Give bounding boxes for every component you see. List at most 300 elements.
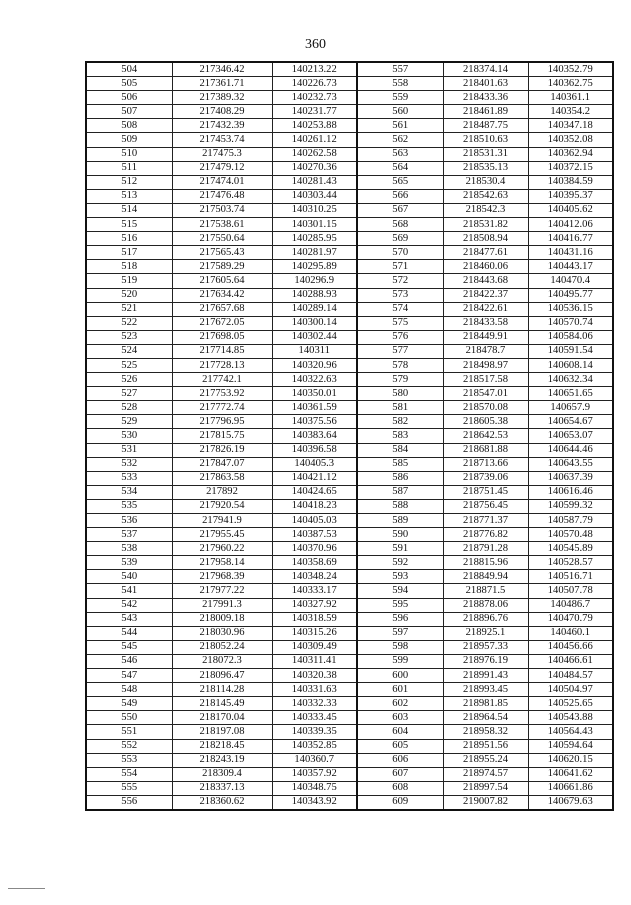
y-coordinate-cell: 140466.61 [528, 654, 613, 668]
table-row [86, 302, 613, 316]
point-number-cell: 560 [357, 105, 443, 119]
x-coordinate-cell: 217657.68 [172, 302, 272, 316]
table-row [86, 499, 613, 513]
point-number-cell: 545 [86, 640, 172, 654]
x-coordinate-cell: 218849.94 [443, 570, 528, 584]
x-coordinate-cell: 218360.62 [172, 795, 272, 810]
point-number-cell: 604 [357, 725, 443, 739]
table-row [86, 189, 613, 203]
x-coordinate-cell: 218542.63 [443, 189, 528, 203]
x-coordinate-cell: 217453.74 [172, 133, 272, 147]
point-number-cell: 543 [86, 612, 172, 626]
point-number-cell: 597 [357, 626, 443, 640]
x-coordinate-cell: 217742.1 [172, 373, 272, 387]
y-coordinate-cell: 140315.26 [272, 626, 357, 640]
point-number-cell: 584 [357, 443, 443, 457]
point-number-cell: 566 [357, 189, 443, 203]
y-coordinate-cell: 140302.44 [272, 330, 357, 344]
point-number-cell: 504 [86, 62, 172, 77]
y-coordinate-cell: 140361.1 [528, 91, 613, 105]
y-coordinate-cell: 140525.65 [528, 697, 613, 711]
point-number-cell: 541 [86, 584, 172, 598]
point-number-cell: 583 [357, 429, 443, 443]
point-number-cell: 525 [86, 358, 172, 372]
x-coordinate-cell: 217361.71 [172, 77, 272, 91]
x-coordinate-cell: 218478.7 [443, 344, 528, 358]
y-coordinate-cell: 140456.66 [528, 640, 613, 654]
x-coordinate-cell: 218957.33 [443, 640, 528, 654]
table-row [86, 485, 613, 499]
point-number-cell: 599 [357, 654, 443, 668]
x-coordinate-cell: 218309.4 [172, 767, 272, 781]
y-coordinate-cell: 140226.73 [272, 77, 357, 91]
x-coordinate-cell: 218535.13 [443, 161, 528, 175]
y-coordinate-cell: 140637.39 [528, 471, 613, 485]
point-number-cell: 586 [357, 471, 443, 485]
point-number-cell: 591 [357, 542, 443, 556]
table-row [86, 260, 613, 274]
y-coordinate-cell: 140333.17 [272, 584, 357, 598]
table-row [86, 795, 613, 810]
x-coordinate-cell: 217960.22 [172, 542, 272, 556]
y-coordinate-cell: 140657.9 [528, 401, 613, 415]
point-number-cell: 519 [86, 274, 172, 288]
point-number-cell: 518 [86, 260, 172, 274]
table-row [86, 105, 613, 119]
point-number-cell: 595 [357, 598, 443, 612]
x-coordinate-cell: 217672.05 [172, 316, 272, 330]
x-coordinate-cell: 218531.82 [443, 218, 528, 232]
point-number-cell: 600 [357, 669, 443, 683]
x-coordinate-cell: 217728.13 [172, 358, 272, 372]
table-row [86, 358, 613, 372]
y-coordinate-cell: 140545.89 [528, 542, 613, 556]
table-row [86, 471, 613, 485]
table-row [86, 711, 613, 725]
point-number-cell: 530 [86, 429, 172, 443]
table-row [86, 443, 613, 457]
y-coordinate-cell: 140262.58 [272, 147, 357, 161]
x-coordinate-cell: 217550.64 [172, 232, 272, 246]
x-coordinate-cell: 218771.37 [443, 514, 528, 528]
table-row [86, 203, 613, 217]
x-coordinate-cell: 218991.43 [443, 669, 528, 683]
x-coordinate-cell: 218896.76 [443, 612, 528, 626]
y-coordinate-cell: 140332.33 [272, 697, 357, 711]
x-coordinate-cell: 219007.82 [443, 795, 528, 810]
point-number-cell: 532 [86, 457, 172, 471]
point-number-cell: 513 [86, 189, 172, 203]
table-row [86, 77, 613, 91]
x-coordinate-cell: 218993.45 [443, 683, 528, 697]
table-row [86, 401, 613, 415]
x-coordinate-cell: 218642.53 [443, 429, 528, 443]
x-coordinate-cell: 217475.3 [172, 147, 272, 161]
point-number-cell: 585 [357, 457, 443, 471]
y-coordinate-cell: 140318.59 [272, 612, 357, 626]
x-coordinate-cell: 218951.56 [443, 739, 528, 753]
y-coordinate-cell: 140643.55 [528, 457, 613, 471]
y-coordinate-cell: 140288.93 [272, 288, 357, 302]
x-coordinate-cell: 218145.49 [172, 697, 272, 711]
x-coordinate-cell: 218096.47 [172, 669, 272, 683]
table-row [86, 584, 613, 598]
table-row [86, 91, 613, 105]
table-row [86, 232, 613, 246]
table-row [86, 781, 613, 795]
point-number-cell: 534 [86, 485, 172, 499]
x-coordinate-cell: 217698.05 [172, 330, 272, 344]
y-coordinate-cell: 140289.14 [272, 302, 357, 316]
point-number-cell: 594 [357, 584, 443, 598]
x-coordinate-cell: 217772.74 [172, 401, 272, 415]
x-coordinate-cell: 217955.45 [172, 528, 272, 542]
table-row [86, 767, 613, 781]
y-coordinate-cell: 140309.49 [272, 640, 357, 654]
point-number-cell: 564 [357, 161, 443, 175]
table-row [86, 161, 613, 175]
x-coordinate-cell: 217968.39 [172, 570, 272, 584]
x-coordinate-cell: 217503.74 [172, 203, 272, 217]
point-number-cell: 588 [357, 499, 443, 513]
y-coordinate-cell: 140516.71 [528, 570, 613, 584]
y-coordinate-cell: 140395.37 [528, 189, 613, 203]
y-coordinate-cell: 140431.16 [528, 246, 613, 260]
x-coordinate-cell: 218713.66 [443, 457, 528, 471]
x-coordinate-cell: 217714.85 [172, 344, 272, 358]
y-coordinate-cell: 140644.46 [528, 443, 613, 457]
x-coordinate-cell: 217538.61 [172, 218, 272, 232]
y-coordinate-cell: 140528.57 [528, 556, 613, 570]
x-coordinate-cell: 217474.01 [172, 175, 272, 189]
point-number-cell: 509 [86, 133, 172, 147]
y-coordinate-cell: 140405.62 [528, 203, 613, 217]
x-coordinate-cell: 217991.3 [172, 598, 272, 612]
x-coordinate-cell: 217605.64 [172, 274, 272, 288]
y-coordinate-cell: 140470.4 [528, 274, 613, 288]
point-number-cell: 512 [86, 175, 172, 189]
point-number-cell: 540 [86, 570, 172, 584]
point-number-cell: 607 [357, 767, 443, 781]
table-row [86, 415, 613, 429]
y-coordinate-cell: 140543.88 [528, 711, 613, 725]
point-number-cell: 558 [357, 77, 443, 91]
y-coordinate-cell: 140460.1 [528, 626, 613, 640]
x-coordinate-cell: 218530.4 [443, 175, 528, 189]
point-number-cell: 524 [86, 344, 172, 358]
table-row [86, 288, 613, 302]
point-number-cell: 546 [86, 654, 172, 668]
point-number-cell: 568 [357, 218, 443, 232]
table-row [86, 697, 613, 711]
point-number-cell: 515 [86, 218, 172, 232]
x-coordinate-cell: 218751.45 [443, 485, 528, 499]
coordinates-table [85, 61, 614, 811]
y-coordinate-cell: 140285.95 [272, 232, 357, 246]
y-coordinate-cell: 140418.23 [272, 499, 357, 513]
x-coordinate-cell: 217346.42 [172, 62, 272, 77]
x-coordinate-cell: 218487.75 [443, 119, 528, 133]
y-coordinate-cell: 140348.24 [272, 570, 357, 584]
x-coordinate-cell: 218739.06 [443, 471, 528, 485]
y-coordinate-cell: 140591.54 [528, 344, 613, 358]
y-coordinate-cell: 140261.12 [272, 133, 357, 147]
x-coordinate-cell: 217589.29 [172, 260, 272, 274]
x-coordinate-cell: 218605.38 [443, 415, 528, 429]
x-coordinate-cell: 218871.5 [443, 584, 528, 598]
y-coordinate-cell: 140300.14 [272, 316, 357, 330]
y-coordinate-cell: 140484.57 [528, 669, 613, 683]
y-coordinate-cell: 140281.97 [272, 246, 357, 260]
x-coordinate-cell: 218374.14 [443, 62, 528, 77]
y-coordinate-cell: 140296.9 [272, 274, 357, 288]
x-coordinate-cell: 218422.61 [443, 302, 528, 316]
point-number-cell: 535 [86, 499, 172, 513]
y-coordinate-cell: 140361.59 [272, 401, 357, 415]
y-coordinate-cell: 140424.65 [272, 485, 357, 499]
table-row [86, 598, 613, 612]
y-coordinate-cell: 140354.2 [528, 105, 613, 119]
table-row [86, 316, 613, 330]
point-number-cell: 536 [86, 514, 172, 528]
y-coordinate-cell: 140679.63 [528, 795, 613, 810]
y-coordinate-cell: 140570.74 [528, 316, 613, 330]
table-row [86, 528, 613, 542]
table-row [86, 133, 613, 147]
point-number-cell: 510 [86, 147, 172, 161]
y-coordinate-cell: 140370.96 [272, 542, 357, 556]
table-row [86, 119, 613, 133]
y-coordinate-cell: 140347.18 [528, 119, 613, 133]
y-coordinate-cell: 140357.92 [272, 767, 357, 781]
y-coordinate-cell: 140232.73 [272, 91, 357, 105]
y-coordinate-cell: 140387.53 [272, 528, 357, 542]
y-coordinate-cell: 140270.36 [272, 161, 357, 175]
x-coordinate-cell: 218337.13 [172, 781, 272, 795]
y-coordinate-cell: 140599.32 [528, 499, 613, 513]
x-coordinate-cell: 218114.28 [172, 683, 272, 697]
point-number-cell: 508 [86, 119, 172, 133]
table-row [86, 218, 613, 232]
x-coordinate-cell: 218791.28 [443, 542, 528, 556]
y-coordinate-cell: 140504.97 [528, 683, 613, 697]
y-coordinate-cell: 140486.7 [528, 598, 613, 612]
x-coordinate-cell: 218443.68 [443, 274, 528, 288]
x-coordinate-cell: 218958.32 [443, 725, 528, 739]
x-coordinate-cell: 218052.24 [172, 640, 272, 654]
y-coordinate-cell: 140231.77 [272, 105, 357, 119]
table-row [86, 246, 613, 260]
x-coordinate-cell: 218955.24 [443, 753, 528, 767]
point-number-cell: 605 [357, 739, 443, 753]
y-coordinate-cell: 140584.06 [528, 330, 613, 344]
point-number-cell: 549 [86, 697, 172, 711]
y-coordinate-cell: 140443.17 [528, 260, 613, 274]
point-number-cell: 516 [86, 232, 172, 246]
y-coordinate-cell: 140311 [272, 344, 357, 358]
table-row [86, 683, 613, 697]
x-coordinate-cell: 217847.07 [172, 457, 272, 471]
y-coordinate-cell: 140333.45 [272, 711, 357, 725]
point-number-cell: 517 [86, 246, 172, 260]
point-number-cell: 554 [86, 767, 172, 781]
x-coordinate-cell: 218776.82 [443, 528, 528, 542]
x-coordinate-cell: 218925.1 [443, 626, 528, 640]
x-coordinate-cell: 218170.04 [172, 711, 272, 725]
table-row [86, 753, 613, 767]
x-coordinate-cell: 217408.29 [172, 105, 272, 119]
point-number-cell: 514 [86, 203, 172, 217]
y-coordinate-cell: 140383.64 [272, 429, 357, 443]
point-number-cell: 576 [357, 330, 443, 344]
y-coordinate-cell: 140327.92 [272, 598, 357, 612]
x-coordinate-cell: 218547.01 [443, 387, 528, 401]
point-number-cell: 544 [86, 626, 172, 640]
x-coordinate-cell: 218243.19 [172, 753, 272, 767]
x-coordinate-cell: 218030.96 [172, 626, 272, 640]
table-row [86, 739, 613, 753]
x-coordinate-cell: 218197.08 [172, 725, 272, 739]
x-coordinate-cell: 218072.3 [172, 654, 272, 668]
x-coordinate-cell: 218878.06 [443, 598, 528, 612]
point-number-cell: 529 [86, 415, 172, 429]
point-number-cell: 559 [357, 91, 443, 105]
x-coordinate-cell: 218974.57 [443, 767, 528, 781]
point-number-cell: 548 [86, 683, 172, 697]
point-number-cell: 533 [86, 471, 172, 485]
table-row [86, 654, 613, 668]
y-coordinate-cell: 140661.86 [528, 781, 613, 795]
y-coordinate-cell: 140352.85 [272, 739, 357, 753]
point-number-cell: 526 [86, 373, 172, 387]
point-number-cell: 507 [86, 105, 172, 119]
y-coordinate-cell: 140303.44 [272, 189, 357, 203]
x-coordinate-cell: 218681.88 [443, 443, 528, 457]
point-number-cell: 580 [357, 387, 443, 401]
y-coordinate-cell: 140331.63 [272, 683, 357, 697]
y-coordinate-cell: 140507.78 [528, 584, 613, 598]
x-coordinate-cell: 218531.31 [443, 147, 528, 161]
x-coordinate-cell: 217892 [172, 485, 272, 499]
x-coordinate-cell: 218433.58 [443, 316, 528, 330]
table-row [86, 612, 613, 626]
point-number-cell: 579 [357, 373, 443, 387]
x-coordinate-cell: 218009.18 [172, 612, 272, 626]
point-number-cell: 572 [357, 274, 443, 288]
page-number: 360 [305, 37, 326, 52]
point-number-cell: 573 [357, 288, 443, 302]
point-number-cell: 537 [86, 528, 172, 542]
x-coordinate-cell: 218460.06 [443, 260, 528, 274]
table-row [86, 626, 613, 640]
point-number-cell: 562 [357, 133, 443, 147]
y-coordinate-cell: 140421.12 [272, 471, 357, 485]
y-coordinate-cell: 140384.59 [528, 175, 613, 189]
y-coordinate-cell: 140322.63 [272, 373, 357, 387]
point-number-cell: 552 [86, 739, 172, 753]
table-row [86, 725, 613, 739]
table-row [86, 640, 613, 654]
table-row [86, 344, 613, 358]
point-number-cell: 567 [357, 203, 443, 217]
table-row [86, 147, 613, 161]
point-number-cell: 520 [86, 288, 172, 302]
table-row [86, 175, 613, 189]
point-number-cell: 561 [357, 119, 443, 133]
table-row [86, 514, 613, 528]
point-number-cell: 556 [86, 795, 172, 810]
point-number-cell: 506 [86, 91, 172, 105]
x-coordinate-cell: 218477.61 [443, 246, 528, 260]
point-number-cell: 592 [357, 556, 443, 570]
y-coordinate-cell: 140570.48 [528, 528, 613, 542]
y-coordinate-cell: 140360.7 [272, 753, 357, 767]
point-number-cell: 609 [357, 795, 443, 810]
point-number-cell: 587 [357, 485, 443, 499]
point-number-cell: 571 [357, 260, 443, 274]
y-coordinate-cell: 140495.77 [528, 288, 613, 302]
x-coordinate-cell: 217941.9 [172, 514, 272, 528]
point-number-cell: 523 [86, 330, 172, 344]
y-coordinate-cell: 140620.15 [528, 753, 613, 767]
y-coordinate-cell: 140295.89 [272, 260, 357, 274]
x-coordinate-cell: 218542.3 [443, 203, 528, 217]
y-coordinate-cell: 140253.88 [272, 119, 357, 133]
point-number-cell: 547 [86, 669, 172, 683]
y-coordinate-cell: 140651.65 [528, 387, 613, 401]
x-coordinate-cell: 218218.45 [172, 739, 272, 753]
table-row [86, 274, 613, 288]
table-row [86, 556, 613, 570]
x-coordinate-cell: 217479.12 [172, 161, 272, 175]
x-coordinate-cell: 217753.92 [172, 387, 272, 401]
point-number-cell: 581 [357, 401, 443, 415]
x-coordinate-cell: 217863.58 [172, 471, 272, 485]
table-row [86, 373, 613, 387]
x-coordinate-cell: 218498.97 [443, 358, 528, 372]
y-coordinate-cell: 140536.15 [528, 302, 613, 316]
y-coordinate-cell: 140343.92 [272, 795, 357, 810]
y-coordinate-cell: 140405.3 [272, 457, 357, 471]
y-coordinate-cell: 140594.64 [528, 739, 613, 753]
x-coordinate-cell: 218461.89 [443, 105, 528, 119]
point-number-cell: 528 [86, 401, 172, 415]
point-number-cell: 601 [357, 683, 443, 697]
y-coordinate-cell: 140375.56 [272, 415, 357, 429]
point-number-cell: 555 [86, 781, 172, 795]
y-coordinate-cell: 140352.79 [528, 62, 613, 77]
y-coordinate-cell: 140405.03 [272, 514, 357, 528]
x-coordinate-cell: 218449.91 [443, 330, 528, 344]
x-coordinate-cell: 218508.94 [443, 232, 528, 246]
point-number-cell: 550 [86, 711, 172, 725]
x-coordinate-cell: 217796.95 [172, 415, 272, 429]
y-coordinate-cell: 140358.69 [272, 556, 357, 570]
table-row [86, 330, 613, 344]
y-coordinate-cell: 140641.62 [528, 767, 613, 781]
y-coordinate-cell: 140564.43 [528, 725, 613, 739]
point-number-cell: 606 [357, 753, 443, 767]
point-number-cell: 574 [357, 302, 443, 316]
point-number-cell: 521 [86, 302, 172, 316]
point-number-cell: 551 [86, 725, 172, 739]
x-coordinate-cell: 218510.63 [443, 133, 528, 147]
x-coordinate-cell: 218997.54 [443, 781, 528, 795]
y-coordinate-cell: 140213.22 [272, 62, 357, 77]
y-coordinate-cell: 140372.15 [528, 161, 613, 175]
y-coordinate-cell: 140281.43 [272, 175, 357, 189]
point-number-cell: 593 [357, 570, 443, 584]
